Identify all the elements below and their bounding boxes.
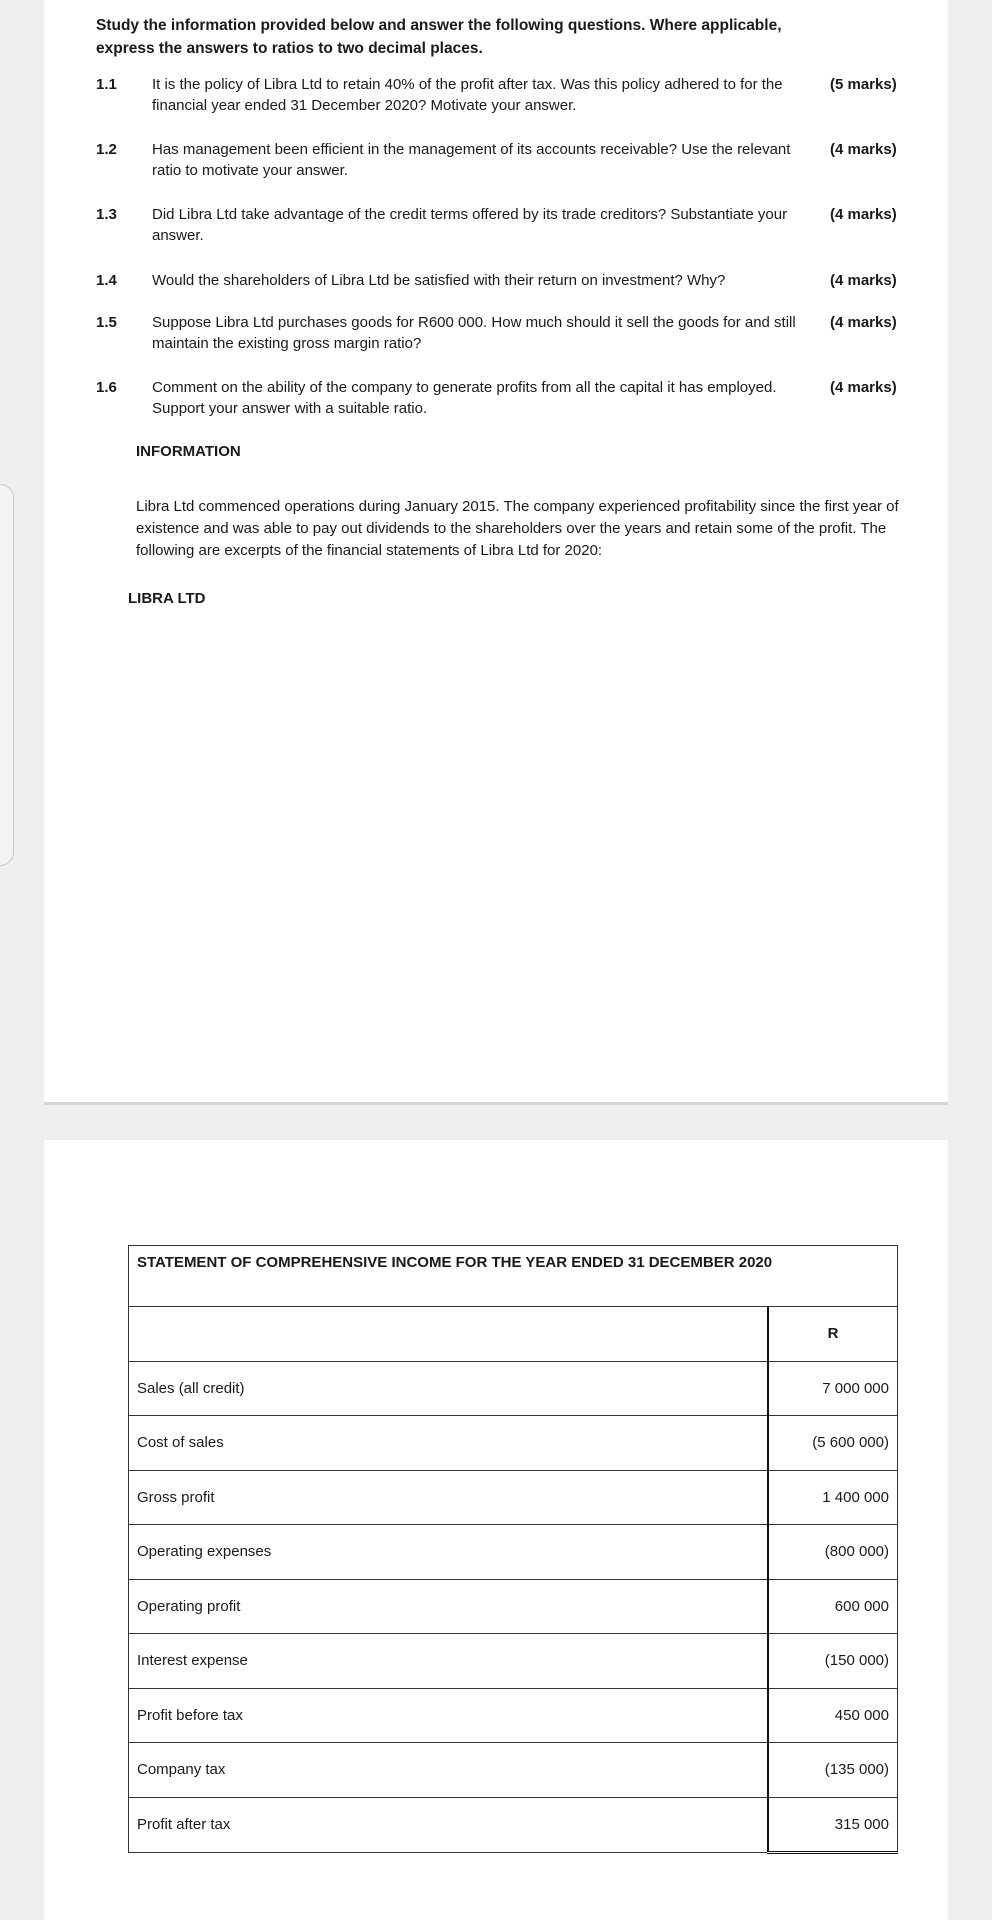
question-number: 1.5 [96, 314, 117, 331]
question-number: 1.1 [96, 76, 117, 93]
table-row [129, 1361, 898, 1416]
row-amount: 315 000 [768, 1797, 898, 1853]
row-label: Company tax [129, 1743, 769, 1798]
instructions: Study the information provided below and answer the following questions. Where applicable, express the answers to ratios to two decimal places. [96, 17, 782, 57]
row-label: Gross profit [129, 1470, 769, 1525]
question-marks: (4 marks) [830, 314, 897, 331]
question-text: It is the policy of Libra Ltd to retain 40% of the profit after tax. Was this policy adhered to for the financial year ended 31 December 2020? Motivate your answer. [152, 76, 783, 114]
question-text: Comment on the ability of the company to generate profits from all the capital it has employed. Support your answer with a suitable ratio. [152, 379, 777, 417]
statement-title: STATEMENT OF COMPREHENSIVE INCOME FOR THE YEAR ENDED 31 DECEMBER 2020 [129, 1246, 898, 1307]
question-marks: (4 marks) [830, 379, 897, 396]
table-row [129, 1416, 898, 1471]
question-number: 1.2 [96, 141, 117, 158]
question-marks: (5 marks) [830, 76, 897, 93]
question-text: Did Libra Ltd take advantage of the credit terms offered by its trade creditors? Substantiate your answer. [152, 206, 788, 244]
question-marks: (4 marks) [830, 141, 897, 158]
table-row [129, 1525, 898, 1580]
row-amount: 1 400 000 [768, 1470, 898, 1525]
table-row [129, 1743, 898, 1798]
income-statement-table [128, 1245, 898, 1854]
question-text: Would the shareholders of Libra Ltd be satisfied with their return on investment? Why? [152, 272, 726, 289]
question-marks: (4 marks) [830, 272, 897, 289]
information-body: Libra Ltd commenced operations during January 2015. The company experienced profitability since the first year of existence and was able to pay out dividends to the shareholders over the years and retain some of the profit. The following are excerpts of the financial statements of Libra Ltd for 2020: [136, 498, 899, 559]
side-panel-handle[interactable] [0, 484, 14, 866]
row-amount: 450 000 [768, 1688, 898, 1743]
row-label: Sales (all credit) [129, 1361, 769, 1416]
row-label: Profit before tax [129, 1688, 769, 1743]
question-text: Has management been efficient in the management of its accounts receivable? Use the relevant ratio to motivate your answer. [152, 141, 791, 179]
company-name: LIBRA LTD [128, 590, 206, 607]
row-amount: 600 000 [768, 1579, 898, 1634]
currency-header: R [768, 1307, 898, 1362]
row-label: Profit after tax [129, 1797, 769, 1853]
table-header-row [129, 1307, 898, 1362]
row-amount: (5 600 000) [768, 1416, 898, 1471]
question-marks: (4 marks) [830, 206, 897, 223]
row-label: Operating profit [129, 1579, 769, 1634]
row-label: Operating expenses [129, 1525, 769, 1580]
question-number: 1.3 [96, 206, 117, 223]
information-heading: INFORMATION [136, 443, 241, 460]
question-number: 1.6 [96, 379, 117, 396]
question-text: Suppose Libra Ltd purchases goods for R600 000. How much should it sell the goods for and still maintain the existing gross margin ratio? [152, 314, 796, 352]
header-label-cell [129, 1307, 769, 1362]
row-amount: 7 000 000 [768, 1361, 898, 1416]
table-row [129, 1579, 898, 1634]
question-number: 1.4 [96, 272, 117, 289]
table-row [129, 1797, 898, 1853]
row-label: Interest expense [129, 1634, 769, 1689]
page-divider [44, 1102, 948, 1105]
table-row [129, 1688, 898, 1743]
row-amount: (150 000) [768, 1634, 898, 1689]
row-amount: (135 000) [768, 1743, 898, 1798]
table-row [129, 1634, 898, 1689]
table-row [129, 1470, 898, 1525]
row-amount: (800 000) [768, 1525, 898, 1580]
table-title-row [129, 1246, 898, 1307]
row-label: Cost of sales [129, 1416, 769, 1471]
